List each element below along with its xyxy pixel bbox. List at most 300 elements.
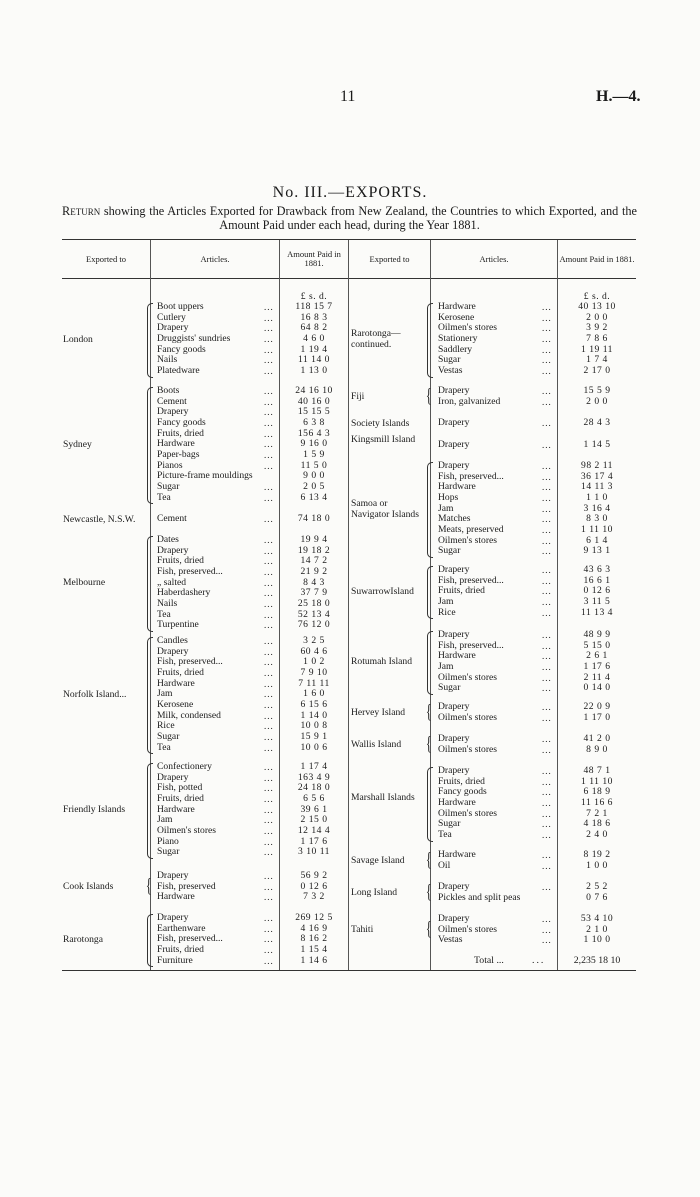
amount-value: 3 10 11 (298, 846, 330, 858)
currency-heading: £ s. d. (300, 291, 328, 302)
amount-value: 11 16 6 (581, 796, 613, 808)
leader-dots: ... (264, 881, 274, 892)
leader-dots: ... (264, 566, 274, 577)
leader-dots: ... (542, 565, 552, 575)
amount-value: 28 4 3 (583, 417, 611, 428)
amount-value: 1 7 4 (586, 354, 608, 366)
article-name: Fruits, dried (157, 667, 204, 678)
country-name: Rotumah Island (351, 656, 413, 668)
article-name: Earthenware (157, 923, 206, 934)
article-name: Sugar (157, 847, 180, 858)
leader-dots: ... (264, 847, 274, 858)
amount-value: 3 16 4 (583, 502, 611, 514)
leader-dots: ... (542, 302, 552, 312)
article-name: Jam (438, 661, 454, 672)
article-name: Hardware (157, 439, 195, 450)
article-name: Hops (438, 492, 459, 503)
amount-value: 12 14 4 (297, 824, 331, 836)
currency-heading-right: £ s. d. (583, 291, 611, 302)
leader-dots: ... (264, 355, 274, 366)
leader-dots: ... (264, 556, 274, 567)
amount-value: 1 11 10 (581, 523, 613, 535)
article-name: Hardware (438, 482, 476, 493)
article-name: Milk, condensed (157, 710, 221, 721)
article-name: Pianos (157, 460, 183, 471)
amount-value: 60 4 6 (300, 645, 328, 657)
leader-dots: ... (264, 836, 274, 847)
amount-value: 6 5 6 (303, 792, 325, 804)
amount-value: 52 13 4 (297, 608, 331, 620)
leader-dots: ... (542, 712, 552, 723)
article-name: Oilmen's stores (438, 672, 498, 683)
article-name: Furniture (157, 955, 193, 966)
article-name: Tea (157, 742, 171, 753)
article-name: Kerosene (438, 312, 475, 323)
amount-value: 7 3 2 (303, 891, 325, 903)
group-brace: { (425, 700, 432, 723)
group-brace (147, 914, 153, 967)
article-name: Nails (157, 598, 178, 609)
article-name: Fish, preserved... (438, 471, 504, 482)
amount-value: 7 9 10 (300, 666, 328, 678)
article-name: Drapery (438, 565, 470, 575)
article-name: Dates (157, 535, 179, 545)
article-name: Fancy goods (157, 344, 206, 355)
country-name: Sydney (63, 439, 92, 451)
article-name: Drapery (157, 323, 189, 334)
article-name: Drapery (438, 914, 470, 924)
header-exported-to-right: Exported to (369, 253, 410, 264)
leader-dots: ... (264, 323, 274, 334)
column-divider (279, 240, 280, 970)
amount-value: 15 9 1 (300, 730, 328, 742)
article-name: Vestas (438, 365, 463, 376)
total-dots: ... (532, 955, 546, 966)
article-name: Kerosene (157, 699, 194, 710)
leader-dots: ... (542, 575, 552, 586)
leader-dots: ... (542, 734, 552, 744)
leader-dots: ... (264, 439, 274, 450)
article-name: „ salted (157, 577, 187, 588)
leader-dots: ... (542, 344, 552, 355)
amount-value: 15 5 9 (583, 385, 611, 396)
amount-value: 76 12 0 (297, 619, 331, 631)
table-header-rule (62, 278, 636, 279)
article-name: Tea (438, 829, 452, 840)
leader-dots: ... (542, 630, 552, 640)
article-name: Drapery (438, 630, 470, 640)
leader-dots: ... (264, 577, 274, 588)
leader-dots: ... (264, 710, 274, 721)
amount-value: 2 5 2 (586, 881, 608, 892)
amount-value: 156 4 3 (297, 427, 331, 439)
leader-dots: ... (542, 396, 552, 407)
article-name: Drapery (438, 461, 470, 471)
article-name: Boot uppers (157, 302, 204, 312)
amount-value: 14 11 3 (581, 481, 613, 493)
leader-dots: ... (264, 689, 274, 700)
leader-dots: ... (264, 793, 274, 804)
country-name: Friendly Islands (63, 804, 126, 816)
amount-value: 5 15 0 (583, 639, 611, 651)
leader-dots: ... (264, 892, 274, 903)
leader-dots: ... (542, 924, 552, 935)
amount-value: 6 13 4 (300, 491, 328, 503)
amount-value: 7 2 1 (586, 807, 608, 819)
amount-value: 2 1 0 (586, 923, 608, 935)
leader-dots: ... (542, 797, 552, 808)
amount-value: 1 14 5 (583, 439, 611, 450)
group-brace (427, 462, 433, 558)
article-name: Hardware (438, 797, 476, 808)
leader-dots: ... (542, 882, 552, 892)
article-name: Fancy goods (438, 787, 487, 798)
amount-value: 1 11 10 (581, 775, 613, 787)
article-name: Iron, galvanized (438, 396, 501, 407)
amount-value: 98 2 11 (581, 460, 613, 471)
leader-dots: ... (542, 935, 552, 946)
leader-dots: ... (264, 396, 274, 407)
leader-dots: ... (542, 744, 552, 755)
header-amount-paid-right: Amount Paid in 1881. (559, 253, 635, 264)
article-name: Fish, preserved (157, 881, 216, 892)
leader-dots: ... (264, 588, 274, 599)
leader-dots: ... (542, 333, 552, 344)
article-name: Hardware (438, 850, 476, 860)
subtitle-text: showing the Articles Exported for Drawback from New Zealand, the Countries to which Exported, and the Amount Paid under each head, during the Year 1881. (100, 204, 637, 232)
leader-dots: ... (542, 683, 552, 694)
article-name: Turpentine (157, 620, 199, 631)
article-name: Haberdashery (157, 588, 211, 599)
article-name: Oilmen's stores (438, 323, 498, 334)
leader-dots: ... (264, 481, 274, 492)
amount-value: 2 15 0 (300, 814, 328, 826)
amount-value: 19 9 4 (300, 534, 328, 545)
amount-value: 1 1 0 (586, 491, 608, 503)
article-name: Cement (157, 396, 187, 407)
amount-value: 1 0 2 (303, 656, 325, 668)
leader-dots: ... (542, 607, 552, 618)
amount-value: 6 15 6 (300, 698, 328, 710)
leader-dots: ... (264, 417, 274, 428)
country-name: Rarotonga (63, 934, 103, 946)
leader-dots: ... (542, 829, 552, 840)
leader-dots: ... (264, 923, 274, 934)
leader-dots: ... (542, 808, 552, 819)
amount-value: 2 6 1 (586, 650, 608, 662)
leader-dots: ... (542, 418, 552, 428)
amount-value: 8 16 2 (300, 933, 328, 945)
leader-dots: ... (264, 699, 274, 710)
group-brace: { (425, 917, 432, 940)
amount-value: 15 15 5 (297, 406, 331, 418)
leader-dots: ... (264, 460, 274, 471)
amount-value: 14 7 2 (300, 555, 328, 567)
leader-dots: ... (264, 535, 274, 545)
group-brace: { (425, 384, 432, 407)
article-name: Oilmen's stores (438, 712, 498, 723)
article-name: Hardware (438, 651, 476, 662)
article-name: Rice (438, 607, 456, 618)
leader-dots: ... (542, 503, 552, 514)
leader-dots: ... (542, 492, 552, 503)
amount-value: 7 8 6 (586, 332, 608, 344)
total-value: 2,235 18 10 (573, 955, 621, 966)
group-brace (147, 536, 153, 632)
amount-value: 16 8 3 (300, 311, 328, 323)
header-amount-paid: Amount Paid in 1881. (287, 249, 341, 268)
article-name: Candles (157, 636, 188, 646)
amount-value: 41 2 0 (583, 733, 611, 744)
leader-dots: ... (264, 620, 274, 631)
group-brace (147, 387, 153, 504)
leader-dots: ... (542, 471, 552, 482)
amount-value: 1 0 0 (586, 859, 608, 871)
amount-value: 4 6 0 (303, 332, 325, 344)
country-name: Melbourne (63, 577, 106, 589)
leader-dots: ... (542, 365, 552, 376)
amount-value: 2 17 0 (583, 364, 611, 376)
amount-value: 269 12 5 (295, 912, 333, 923)
page-reference: H.—4. (596, 88, 641, 105)
article-name: Fish, preserved... (438, 575, 504, 586)
amount-value: 2 0 5 (303, 480, 325, 492)
leader-dots: ... (264, 955, 274, 966)
amount-value: 74 18 0 (297, 513, 331, 524)
amount-value: 7 11 11 (298, 677, 330, 689)
amount-value: 8 19 2 (583, 849, 611, 860)
leader-dots: ... (264, 825, 274, 836)
article-name: Druggists' sundries (157, 333, 231, 344)
article-name: Fruits, dried (157, 556, 204, 567)
document-title: No. III.—EXPORTS. (272, 184, 428, 201)
country-name: Newcastle, N.S.W. (63, 513, 136, 525)
leader-dots: ... (542, 440, 552, 450)
leader-dots: ... (264, 762, 274, 772)
leader-dots: ... (542, 586, 552, 597)
amount-value: 10 0 8 (300, 720, 328, 732)
amount-value: 8 3 0 (586, 513, 608, 525)
country-name: Marshall Islands (351, 792, 415, 804)
amount-value: 22 0 9 (583, 701, 611, 712)
group-brace: { (425, 732, 432, 755)
amount-value: 1 10 0 (583, 934, 611, 946)
header-exported-to: Exported to (86, 253, 126, 264)
amount-value: 9 13 1 (583, 545, 611, 557)
amount-value: 6 18 9 (583, 786, 611, 798)
leader-dots: ... (264, 783, 274, 794)
article-name: Drapery (438, 734, 470, 744)
article-name: Cutlery (157, 312, 186, 323)
article-name: Boots (157, 386, 180, 396)
leader-dots: ... (542, 546, 552, 557)
amount-value: 11 5 0 (300, 459, 328, 471)
amount-value: 1 17 6 (583, 660, 611, 672)
country-name: Rarotonga— continued. (351, 328, 401, 351)
amount-value: 1 14 6 (300, 954, 328, 966)
leader-dots: ... (542, 766, 552, 776)
article-name: Oilmen's stores (438, 924, 498, 935)
article-name: Confectionery (157, 762, 212, 772)
amount-value: 56 9 2 (300, 870, 328, 881)
article-name: Jam (157, 689, 173, 700)
group-brace (427, 303, 433, 378)
article-name: Sugar (438, 683, 461, 694)
article-name: Rice (157, 721, 175, 732)
group-brace (147, 637, 153, 754)
amount-value: 48 9 9 (583, 629, 611, 640)
article-name: Nails (157, 355, 178, 366)
article-name: Drapery (157, 772, 189, 783)
leader-dots: ... (264, 731, 274, 742)
country-name: Tahiti (351, 924, 374, 936)
article-name: Saddlery (438, 344, 473, 355)
article-name: Meats, preserved (438, 524, 504, 535)
article-name: Piano (157, 836, 179, 847)
amount-value: 40 13 10 (578, 301, 616, 312)
article-name: Oilmen's stores (438, 535, 498, 546)
leader-dots: ... (264, 871, 274, 881)
country-name: Cook Islands (63, 881, 114, 893)
column-divider (348, 240, 349, 970)
amount-value: 25 18 0 (297, 597, 331, 609)
amount-value: 9 0 0 (303, 470, 325, 482)
leader-dots: ... (264, 302, 274, 312)
leader-dots: ... (542, 640, 552, 651)
leader-dots: ... (264, 742, 274, 753)
article-name: Oil (438, 860, 451, 871)
leader-dots: ... (264, 386, 274, 396)
amount-value: 19 18 2 (297, 544, 331, 556)
table-bottom-rule (62, 970, 636, 971)
amount-value: 1 17 4 (300, 761, 328, 772)
amount-value: 2 4 0 (586, 828, 608, 840)
leader-dots: ... (264, 365, 274, 376)
amount-value: 6 3 8 (303, 416, 325, 428)
amount-value: 36 17 4 (580, 470, 614, 482)
article-name: Drapery (438, 702, 470, 712)
amount-value: 1 13 0 (300, 364, 328, 376)
leader-dots: ... (542, 787, 552, 798)
leader-dots: ... (264, 944, 274, 955)
article-name: Platedware (157, 365, 200, 376)
amount-value: 118 15 7 (295, 301, 333, 312)
document-subtitle (62, 204, 637, 232)
leader-dots: ... (264, 428, 274, 439)
amount-value: 21 9 2 (300, 565, 328, 577)
article-name: Cement (157, 514, 187, 524)
leader-dots: ... (542, 323, 552, 334)
article-name: Picture-frame mouldings (157, 471, 253, 482)
amount-value: 2 0 0 (586, 395, 608, 407)
country-name: Hervey Island (351, 707, 406, 719)
amount-value: 3 9 2 (586, 322, 608, 334)
article-name: Fruits, dried (438, 586, 485, 597)
article-name: Hardware (438, 302, 476, 312)
amount-value: 1 14 0 (300, 709, 328, 721)
group-brace (427, 631, 433, 695)
amount-value: 1 17 6 (300, 835, 328, 847)
amount-value: 6 1 4 (586, 534, 608, 546)
leader-dots: ... (542, 482, 552, 493)
leader-dots: ... (264, 913, 274, 923)
amount-value: 39 6 1 (300, 803, 328, 815)
country-name: Society Islands (351, 417, 410, 429)
group-brace (427, 767, 433, 842)
country-name: London (63, 333, 93, 345)
country-name: Fiji (351, 391, 365, 403)
leader-dots: ... (264, 492, 274, 503)
amount-value: 64 8 2 (300, 322, 328, 334)
country-name: Long Island (351, 887, 398, 899)
amount-value: 1 15 4 (300, 943, 328, 955)
country-name: Samoa or Navigator Islands (351, 497, 419, 520)
group-brace: { (145, 874, 152, 897)
amount-value: 1 6 0 (303, 688, 325, 700)
amount-value: 1 19 4 (300, 343, 328, 355)
leader-dots: ... (542, 850, 552, 860)
leader-dots: ... (264, 657, 274, 668)
article-name: Stationery (438, 333, 478, 344)
subtitle-lead: Return (62, 204, 101, 218)
amount-value: 3 2 5 (303, 635, 325, 646)
country-name: Kingsmill Island (351, 434, 416, 446)
leader-dots: ... (264, 449, 274, 460)
leader-dots: ... (264, 344, 274, 355)
leader-dots: ... (264, 514, 274, 524)
leader-dots: ... (542, 914, 552, 924)
article-name: Jam (157, 815, 173, 826)
leader-dots: ... (542, 514, 552, 525)
amount-value: 11 13 4 (581, 606, 613, 618)
amount-value: 1 5 9 (303, 448, 325, 460)
article-name: Tea (157, 609, 171, 620)
amount-value: 2 0 0 (586, 311, 608, 323)
amount-value: 0 7 6 (586, 891, 608, 903)
leader-dots: ... (264, 804, 274, 815)
leader-dots: ... (264, 407, 274, 418)
amount-value: 163 4 9 (297, 771, 331, 783)
country-name: Savage Island (351, 855, 405, 867)
article-name: Drapery (438, 440, 470, 450)
leader-dots: ... (542, 596, 552, 607)
article-name: Drapery (438, 766, 470, 776)
article-name: Matches (438, 514, 471, 525)
amount-value: 8 4 3 (303, 576, 325, 588)
group-brace: { (425, 880, 432, 903)
amount-value: 0 14 0 (583, 682, 611, 694)
article-name: Drapery (157, 646, 189, 657)
article-name: Drapery (157, 407, 189, 418)
amount-value: 9 16 0 (300, 438, 328, 450)
leader-dots: ... (264, 815, 274, 826)
group-brace (147, 303, 153, 378)
article-name: Fruits, dried (157, 428, 204, 439)
article-name: Paper-bags (157, 449, 200, 460)
article-name: Oilmen's stores (438, 808, 498, 819)
leader-dots: ... (542, 461, 552, 471)
leader-dots: ... (264, 772, 274, 783)
article-name: Oilmen's stores (157, 825, 217, 836)
article-name: Drapery (438, 882, 470, 892)
article-name: Sugar (157, 481, 180, 492)
amount-value: 3 11 5 (583, 595, 611, 607)
amount-value: 48 7 1 (583, 765, 611, 776)
leader-dots: ... (264, 598, 274, 609)
leader-dots: ... (542, 661, 552, 672)
amount-value: 8 9 0 (586, 743, 608, 755)
leader-dots: ... (542, 702, 552, 712)
